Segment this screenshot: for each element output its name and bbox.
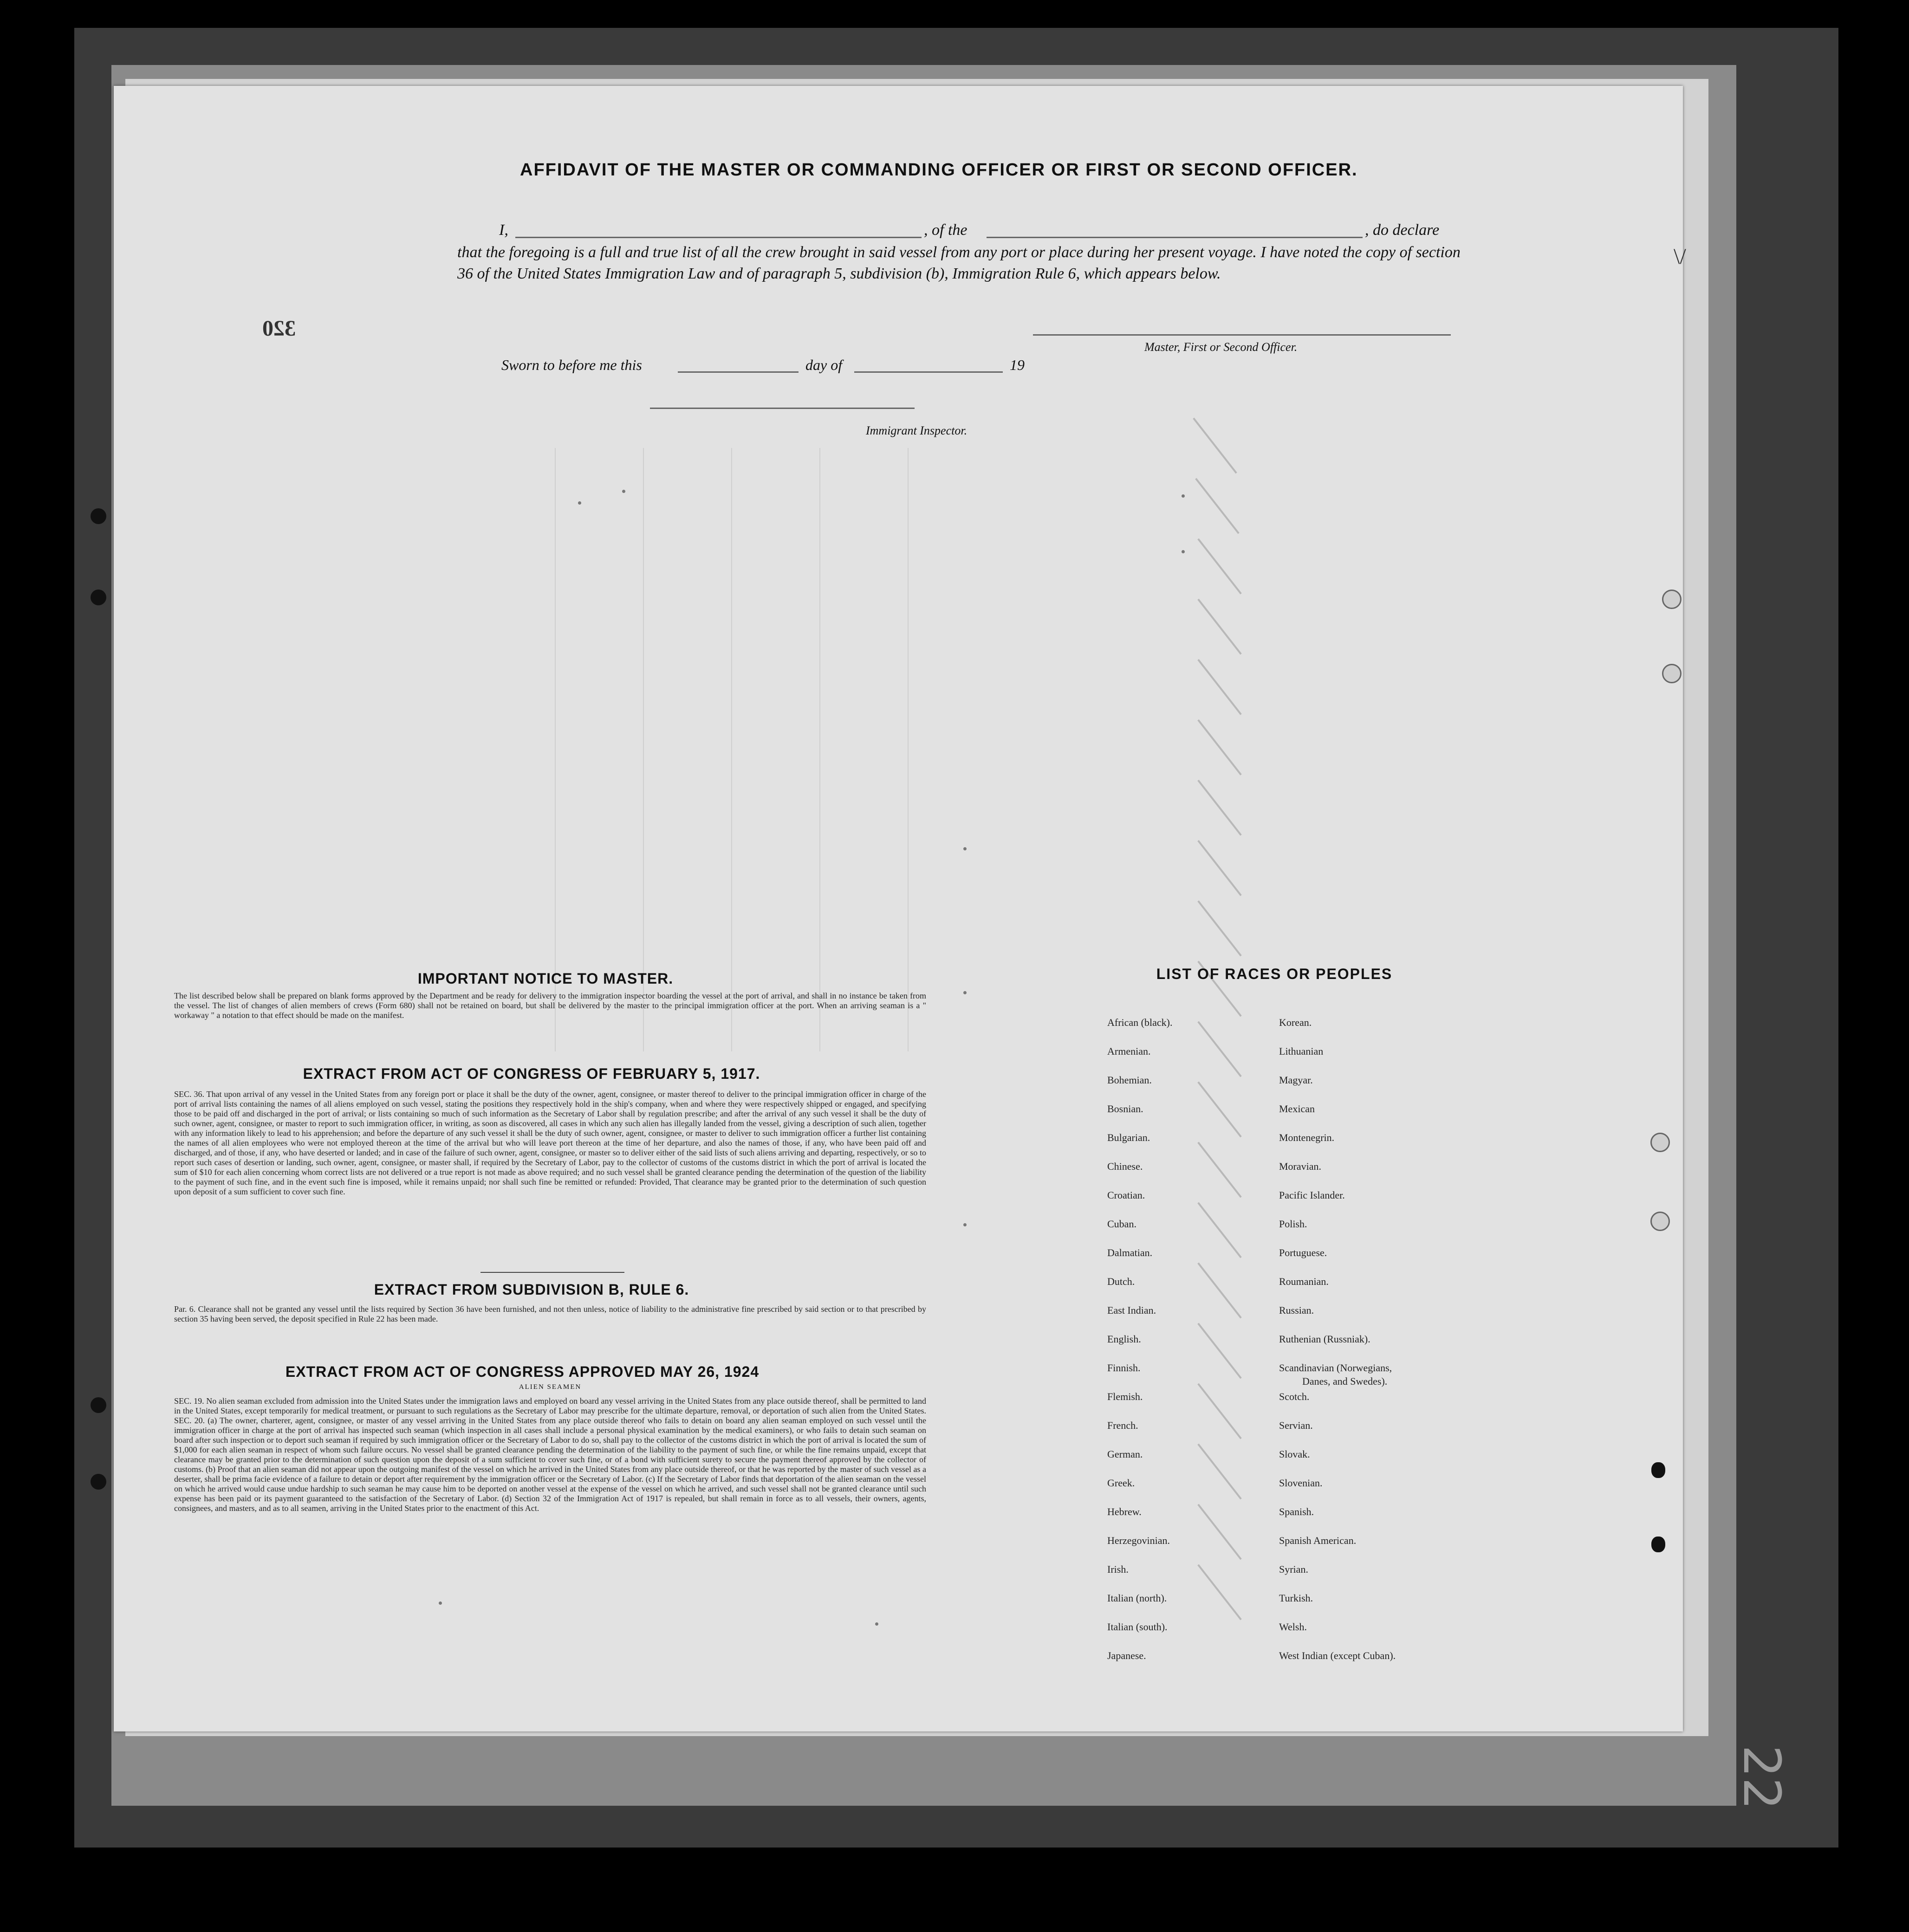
ghost-tick-mark <box>1197 659 1242 715</box>
name-blank <box>515 237 922 238</box>
race-right: Servian. <box>1279 1420 1313 1431</box>
ghost-dot <box>622 490 625 493</box>
affidavit-title: AFFIDAVIT OF THE MASTER OR COMMANDING OFFICER OR FIRST OR SECOND OFFICER. <box>520 160 1358 180</box>
extract-1924-body: SEC. 19. No alien seaman excluded from admission into the United States under the immigration laws and employed on board any vessel arriving in the United States from any place outside thereof, shall be permitted to land in the United States, except temporarily for medical treatment, or pursuant to such regulations as the Secretary of Labor may prescribe for the ultimate departure, removal, or deportation of such alien from the United States. SEC. 20. (a) The owner, charterer, agent, consignee, or master of any vessel arriving in the United States from any place outside thereof who fails to detain on board any alien seaman employed on such vessel until the immigration officer in charge at the port of arrival has inspected such seaman (which inspection in all cases shall include a personal physical examination by the medical examiners), or who fails to detain such seaman on board after such inspection or to deport such seaman if required by such immigration officer or the Secretary of Labor to do so, shall pay to the collector of the customs district in which the port of arrival is located the sum of $1,000 for each alien seaman in respect of whom such failure occurs. No vessel shall be granted clearance pending the determination of the liability to the payment of such fine, or while the fine remains unpaid, except that clearance may be granted prior to the determination of such question upon the deposit of a sum sufficient to cover such fine, or of a bond with sufficient surety to secure the payment thereof approved by the collector of customs. (b) Proof that an alien seaman did not appear upon the outgoing manifest of the vessel on which he arrived in the United States from any place outside thereof, or that he was reported by the master of such vessel as a deserter, shall be prima facie evidence of a failure to detain or deport after requirement by the immigration officer or the Secretary of Labor. (c) If the Secretary of Labor finds that deportation of the alien seaman on the vessel on which he arrived would cause undue hardship to such seaman he may cause him to be deported on another vessel at the expense of the vessel on which he arrived, and such vessel shall not be granted clearance until such expense has been paid or its payment guaranteed to the satisfaction of the Secretary of Labor. (d) Section 32 of the Immigration Act of 1917 is repealed, but shall remain in force as to all vessels, their owners, agents, consignees, and masters, and as to all seamen, arriving in the United States prior to the enactment of this Act. <box>174 1396 926 1513</box>
race-left: Cuban. <box>1107 1218 1136 1230</box>
race-left: Bohemian. <box>1107 1074 1152 1086</box>
race-left: French. <box>1107 1420 1138 1431</box>
master-signature-label: Master, First or Second Officer. <box>1144 340 1298 354</box>
race-left: East Indian. <box>1107 1304 1156 1316</box>
race-left: Bulgarian. <box>1107 1132 1150 1143</box>
race-right-continued: Danes, and Swedes). <box>1302 1375 1388 1387</box>
sworn-text: Sworn to before me this <box>501 357 642 373</box>
race-left: Herzegovinian. <box>1107 1535 1170 1546</box>
punch-hole <box>1662 590 1682 609</box>
ghost-dot <box>1182 494 1185 498</box>
race-right: Roumanian. <box>1279 1276 1329 1287</box>
ghost-tick-mark <box>1197 1021 1242 1077</box>
declaration-text: that the foregoing is a full and true list of all the crew brought in said vessel from any port or place during her present voyage. I have noted the copy of section 36 of the United States Immigration Law and of paragraph 5, subdivision (b), Immigration Rule 6, which appears below. <box>457 244 1461 282</box>
race-right: Welsh. <box>1279 1621 1307 1633</box>
ghost-dot <box>1182 550 1185 553</box>
race-right: Scotch. <box>1279 1391 1310 1402</box>
race-right: Magyar. <box>1279 1074 1313 1086</box>
ghost-dot <box>963 847 967 850</box>
page-number: 22 <box>1732 1745 1792 1810</box>
inspector-signature-line <box>650 408 915 409</box>
binder-hole <box>91 590 106 605</box>
vessel-blank <box>987 237 1363 238</box>
decl-do-declare: , do declare <box>1365 221 1440 239</box>
races-title: LIST OF RACES OR PEOPLES <box>1156 966 1393 982</box>
punch-hole <box>1650 1212 1670 1231</box>
ghost-tick-mark <box>1197 780 1242 836</box>
race-right: Turkish. <box>1279 1592 1313 1604</box>
race-left: Greek. <box>1107 1477 1135 1489</box>
ghost-tick-mark <box>1197 1142 1242 1198</box>
ghost-dot <box>439 1601 442 1605</box>
ghost-tick-mark <box>1197 1202 1242 1258</box>
race-left: German. <box>1107 1448 1143 1460</box>
punch-hole <box>1662 664 1682 683</box>
ghost-dot <box>963 991 967 994</box>
ghost-dot <box>875 1622 878 1626</box>
race-right: Mexican <box>1279 1103 1315 1115</box>
race-left: Irish. <box>1107 1563 1129 1575</box>
race-right: Ruthenian (Russniak). <box>1279 1333 1370 1345</box>
ghost-tick-mark <box>1197 1082 1242 1138</box>
race-right: Moravian. <box>1279 1160 1322 1172</box>
race-right: Slovenian. <box>1279 1477 1323 1489</box>
sworn-year: 19 <box>1010 357 1025 373</box>
affidavit-form-sheet <box>114 86 1792 1810</box>
binder-hole <box>91 508 106 524</box>
race-right: Scandinavian (Norwegians, <box>1279 1362 1392 1374</box>
notice-body: The list described below shall be prepared on blank forms approved by the Department and be ready for delivery to the immigration inspector boarding the vessel at the port of arrival, and shall in no instance be taken from the vessel. The list of changes of alien members of crews (Form 680) shall not be retained on board, but shall be delivered by the master to the principal immigration officer at the port. When an arriving seaman is a " workaway " a notation to that effect should be made on the manifest. <box>174 991 926 1020</box>
race-left: Italian (north). <box>1107 1592 1167 1604</box>
ghost-column-line <box>819 448 820 1051</box>
ghost-column-line <box>731 448 732 1051</box>
ghost-column-line <box>908 448 909 1051</box>
ghost-tick-mark <box>1197 720 1242 776</box>
sworn-day-blank <box>678 371 799 373</box>
sworn-month-blank <box>854 371 1003 373</box>
race-left: Flemish. <box>1107 1391 1143 1402</box>
stamp-number: 320 <box>262 316 296 341</box>
section-divider <box>480 1272 624 1273</box>
ghost-tick-mark <box>1197 1263 1242 1319</box>
inspector-label: Immigrant Inspector. <box>866 424 967 437</box>
ghost-tick-mark <box>1197 599 1242 655</box>
ghost-tick-mark <box>1197 538 1242 595</box>
ghost-tick-mark <box>1197 1383 1242 1439</box>
sworn-day-of: day of <box>805 357 843 373</box>
race-left: Armenian. <box>1107 1045 1151 1057</box>
extract-rule6-title: EXTRACT FROM SUBDIVISION B, RULE 6. <box>374 1281 689 1298</box>
race-right: West Indian (except Cuban). <box>1279 1650 1396 1661</box>
punch-hole <box>1651 1462 1665 1478</box>
race-left: Hebrew. <box>1107 1506 1142 1517</box>
race-right: Montenegrin. <box>1279 1132 1335 1143</box>
extract-1917-body: SEC. 36. That upon arrival of any vessel in the United States from any foreign port or place it shall be the duty of the owner, agent, consignee, or master thereof to deliver to the principal immigration officer in charge of the port of arrival lists containing the names of all aliens employed on such vessel, stating the positions they respectively hold in the ship's company, when and where they were respectively shipped or engaged, and specifying those to be paid off and discharged in the port of arrival; or lists containing so much of such information as the Secretary of Labor shall by regulation prescribe; and after the arrival of any such vessel it shall be the duty of such owner, agent, consignee, or master to report to such immigration officer, in writing, as soon as discovered, all cases in which any such alien has illegally landed from the vessel, giving a description of such alien, together with any information likely to lead to his apprehension; and before the departure of any such vessel it shall be the duty of such owner, agent, consignee, or master to deliver to such immigration officer a further list containing the names of all alien employees who were not employed thereon at the time of the arrival but who will leave port thereon at the time of her departure, and also the names of those, if any, who have been paid off and discharged, and of those, if any, who have deserted or landed; and in case of the failure of such owner, agent, consignee, or master so to deliver either of the said lists of such aliens arriving and departing, respectively, or so to report such cases of desertion or landing, such owner, agent, consignee, or master shall, if required by the Secretary of Labor, pay to the collector of customs of the customs district in which the port of arrival is located the sum of $10 for each alien concerning whom correct lists are not delivered or a true report is not made as above required; and no such vessel shall be granted clearance pending the determination of the question of the liability to the payment of such fine, and in the event such fine is imposed, while it remains unpaid; nor shall such fine be remitted or refunded: Provided, That clearance may be granted prior to the determination of such question upon deposit of a sum sufficient to cover such fine. <box>174 1089 926 1196</box>
decl-of-the: , of the <box>924 221 967 239</box>
binder-hole <box>91 1474 106 1490</box>
race-right: Pacific Islander. <box>1279 1189 1345 1201</box>
race-left: Finnish. <box>1107 1362 1141 1374</box>
ghost-tick-mark <box>1195 478 1240 534</box>
corner-mark: \/ <box>1674 244 1686 269</box>
race-left: Chinese. <box>1107 1160 1143 1172</box>
race-left: African (black). <box>1107 1017 1173 1028</box>
master-signature-line <box>1033 334 1451 336</box>
race-left: Italian (south). <box>1107 1621 1168 1633</box>
race-left: Bosnian. <box>1107 1103 1143 1115</box>
ghost-tick-mark <box>1197 1564 1242 1621</box>
extract-1924-title: EXTRACT FROM ACT OF CONGRESS APPROVED MAY 26, 1924 <box>285 1363 760 1380</box>
race-left: Dutch. <box>1107 1276 1135 1287</box>
ghost-tick-mark <box>1193 418 1237 474</box>
punch-hole <box>1650 1133 1670 1152</box>
race-right: Korean. <box>1279 1017 1312 1028</box>
decl-i: I, <box>499 221 508 239</box>
ghost-column-line <box>643 448 644 1051</box>
extract-1924-subtitle: ALIEN SEAMEN <box>519 1383 582 1391</box>
race-right: Slovak. <box>1279 1448 1310 1460</box>
ghost-tick-mark <box>1197 840 1242 896</box>
race-right: Lithuanian <box>1279 1045 1324 1057</box>
race-right: Portuguese. <box>1279 1247 1327 1258</box>
race-right: Spanish. <box>1279 1506 1314 1517</box>
race-left: Japanese. <box>1107 1650 1146 1661</box>
extract-rule6-body: Par. 6. Clearance shall not be granted any vessel until the lists required by Section 36 have been furnished, and not then unless, notice of liability to the administrative fine prescribed by said section or to that prescribed by section 35 having been served, the deposit specified in Rule 22 has been made. <box>174 1304 926 1323</box>
notice-title: IMPORTANT NOTICE TO MASTER. <box>417 970 674 987</box>
race-left: English. <box>1107 1333 1141 1345</box>
race-left: Croatian. <box>1107 1189 1145 1201</box>
ghost-dot <box>963 1223 967 1226</box>
ghost-tick-mark <box>1197 901 1242 957</box>
ghost-tick-mark <box>1197 1504 1242 1560</box>
ghost-tick-mark <box>1197 1444 1242 1500</box>
ghost-tick-mark <box>1197 1323 1242 1379</box>
ghost-column-line <box>555 448 556 1051</box>
ghost-dot <box>578 501 581 505</box>
punch-hole <box>1651 1537 1665 1552</box>
race-right: Syrian. <box>1279 1563 1308 1575</box>
race-right: Spanish American. <box>1279 1535 1357 1546</box>
extract-1917-title: EXTRACT FROM ACT OF CONGRESS OF FEBRUARY 5, 1917. <box>303 1065 760 1082</box>
race-right: Russian. <box>1279 1304 1314 1316</box>
binder-hole <box>91 1397 106 1413</box>
race-left: Dalmatian. <box>1107 1247 1153 1258</box>
race-right: Polish. <box>1279 1218 1307 1230</box>
